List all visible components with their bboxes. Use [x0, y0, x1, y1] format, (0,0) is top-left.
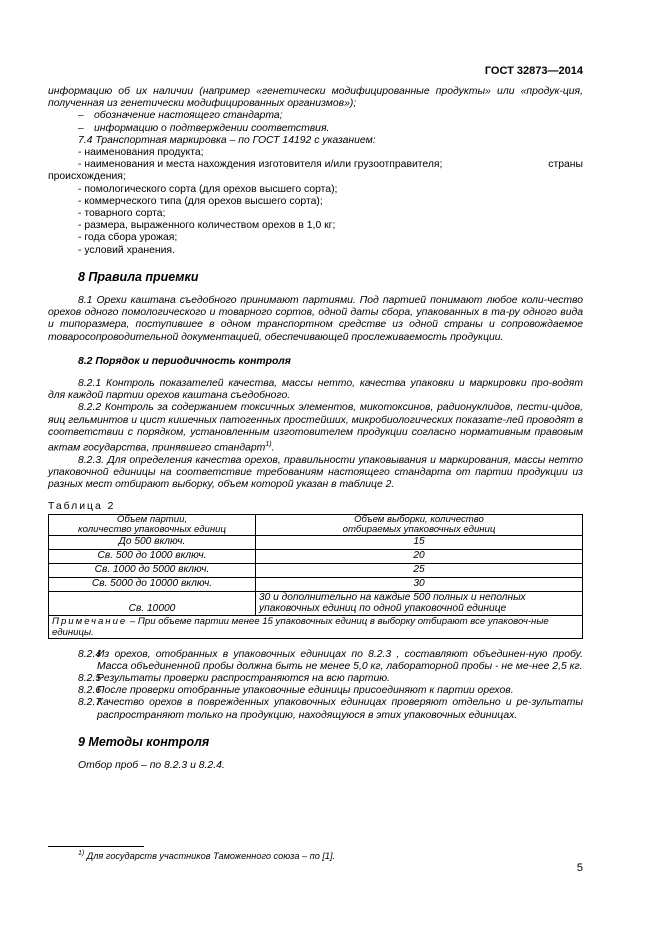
- section-9-title: 9 Методы контроля: [78, 734, 210, 749]
- paragraph-labeling-info: информацию об их наличии (например «генетически модифицированные продукты» или «продук-ция, полученная из генетически модифицированных организмов»);: [48, 86, 583, 110]
- item-8-2-6: 8.2.6 После проверки отобранные упаковочные единицы присоединяют к партии орехов.: [78, 685, 514, 697]
- table-cell: Св. 500 до 1000 включ.: [49, 549, 256, 563]
- table-row: [49, 549, 583, 563]
- table-header-row: [49, 514, 583, 535]
- list-item: - коммерческого типа (для орехов высшего сорта);: [78, 195, 323, 207]
- list-item: - помологического сорта (для орехов высшего сорта);: [78, 183, 338, 195]
- subsection-8-2-title: 8.2 Порядок и периодичность контроля: [78, 355, 291, 367]
- table-row: [49, 577, 583, 591]
- table-cell: До 500 включ.: [49, 535, 256, 549]
- table-cell: 25: [256, 563, 583, 577]
- paragraph-8-2-1: 8.2.1 Контроль показателей качества, массы нетто, качества упаковки и маркировки про-водят для каждой партии орехов каштана съедобного.: [48, 378, 583, 402]
- table-cell: 20: [256, 549, 583, 563]
- table-row: [49, 563, 583, 577]
- list-item: - условий хранения.: [78, 244, 175, 256]
- table-caption: Таблица 2: [48, 501, 116, 513]
- paragraph-9: Отбор проб – по 8.2.3 и 8.2.4.: [78, 759, 225, 771]
- table-cell: Св. 10000: [49, 591, 256, 615]
- item-8-2-4: 8.2.4 Из орехов, отобранных в упаковочных единицах по 8.2.3 , составляют объединен-ную пробу. Масса объединенной пробы должна быть не менее 5,0 кг, лабораторной пробы - не ме-нее 2,5 кг.: [78, 648, 583, 672]
- paragraph-8-2-3: 8.2.3. Для определения качества орехов, правильности упаковывания и маркирования, массы нетто упаковочной единицы на соответствие требованиям настоящего стандарта от партии продукции из разных мест отбирают выборку, объем которой указан в таблице 2.: [48, 454, 583, 491]
- list-item-continuation: происхождения;: [48, 171, 126, 183]
- dash-item: – информацию о подтверждении соответствия.: [78, 122, 330, 134]
- list-item: - наименования продукта;: [78, 147, 204, 159]
- table-row: [49, 535, 583, 549]
- item-8-2-7: 8.2.7 Качество орехов в поврежденных упаковочных единицах проверяют отдельно и ре-зультаты распространяют только на продукцию, находящуюся в этих упаковочных единицах.: [78, 697, 583, 721]
- transport-marking-heading: 7.4 Транспортная маркировка – по ГОСТ 14192 с указанием:: [78, 134, 376, 146]
- paragraph-8-1: 8.1 Орехи каштана съедобного принимают партиями. Под партией понимают любое коли-чество орехов одного помологического и товарного сортов, одной даты сбора, упакованных в та-ру одного вида и типоразмера, поступившее в одном транспортном средстве из одной страны и сопровождаемое товаросопроводительной документацией, обеспечивающей прослеживаемость продукции.: [48, 295, 583, 343]
- list-item: - размера, выраженного количеством орехов в 1,0 кг;: [78, 220, 336, 232]
- footnote-divider: [48, 846, 144, 847]
- list-item: - товарного сорта;: [78, 208, 166, 220]
- page-number: 5: [576, 862, 583, 874]
- section-8-title: 8 Правила приемки: [78, 269, 199, 284]
- table-row: [49, 591, 583, 615]
- dash-item: – обозначение настоящего стандарта;: [78, 110, 283, 122]
- document-code-header: ГОСТ 32873—2014: [484, 65, 583, 77]
- table-cell: 30: [256, 577, 583, 591]
- table-note-row: [49, 615, 583, 638]
- list-item: - года сбора урожая;: [78, 232, 178, 244]
- list-item: - наименования и места нахождения изготовителя и/или грузоотправителя; страны: [78, 159, 583, 171]
- footnote: $^{1)}$ Для государств участников Таможенного союза – по [1].: [78, 850, 336, 862]
- table-header-cell: Объем выборки, количество отбираемых упаковочных единиц: [256, 514, 583, 535]
- table-cell: 30 и дополнительно на каждые 500 полных и неполных упаковочных единиц по одной упаковочной единице: [256, 591, 583, 615]
- table-cell: Св. 1000 до 5000 включ.: [49, 563, 256, 577]
- paragraph-8-2-2: 8.2.2 Контроль за содержанием токсичных элементов, микотоксинов, радионуклидов, пести-цидов, яиц гельминтов и цист кишечных патогенных простейших, микробиологических показате-лей проводят в соответствии с порядком, установленным изготовителем продукции согласно нормативным правовым актам государства, принявшего стандарт$^{1)}$.: [48, 402, 583, 454]
- table-note: Примечание – При объеме партии менее 15 упаковочных единиц в выборку отбирают все упаковоч-ные единицы.: [49, 615, 583, 638]
- table-cell: Св. 5000 до 10000 включ.: [49, 577, 256, 591]
- table-header-cell: Объем партии, количество упаковочных единиц: [49, 514, 256, 535]
- item-8-2-5: 8.2.5 Результаты проверки распространяются на всю партию.: [78, 672, 390, 684]
- table-cell: 15: [256, 535, 583, 549]
- page-content: [48, 86, 583, 772]
- sample-size-table: [48, 514, 583, 639]
